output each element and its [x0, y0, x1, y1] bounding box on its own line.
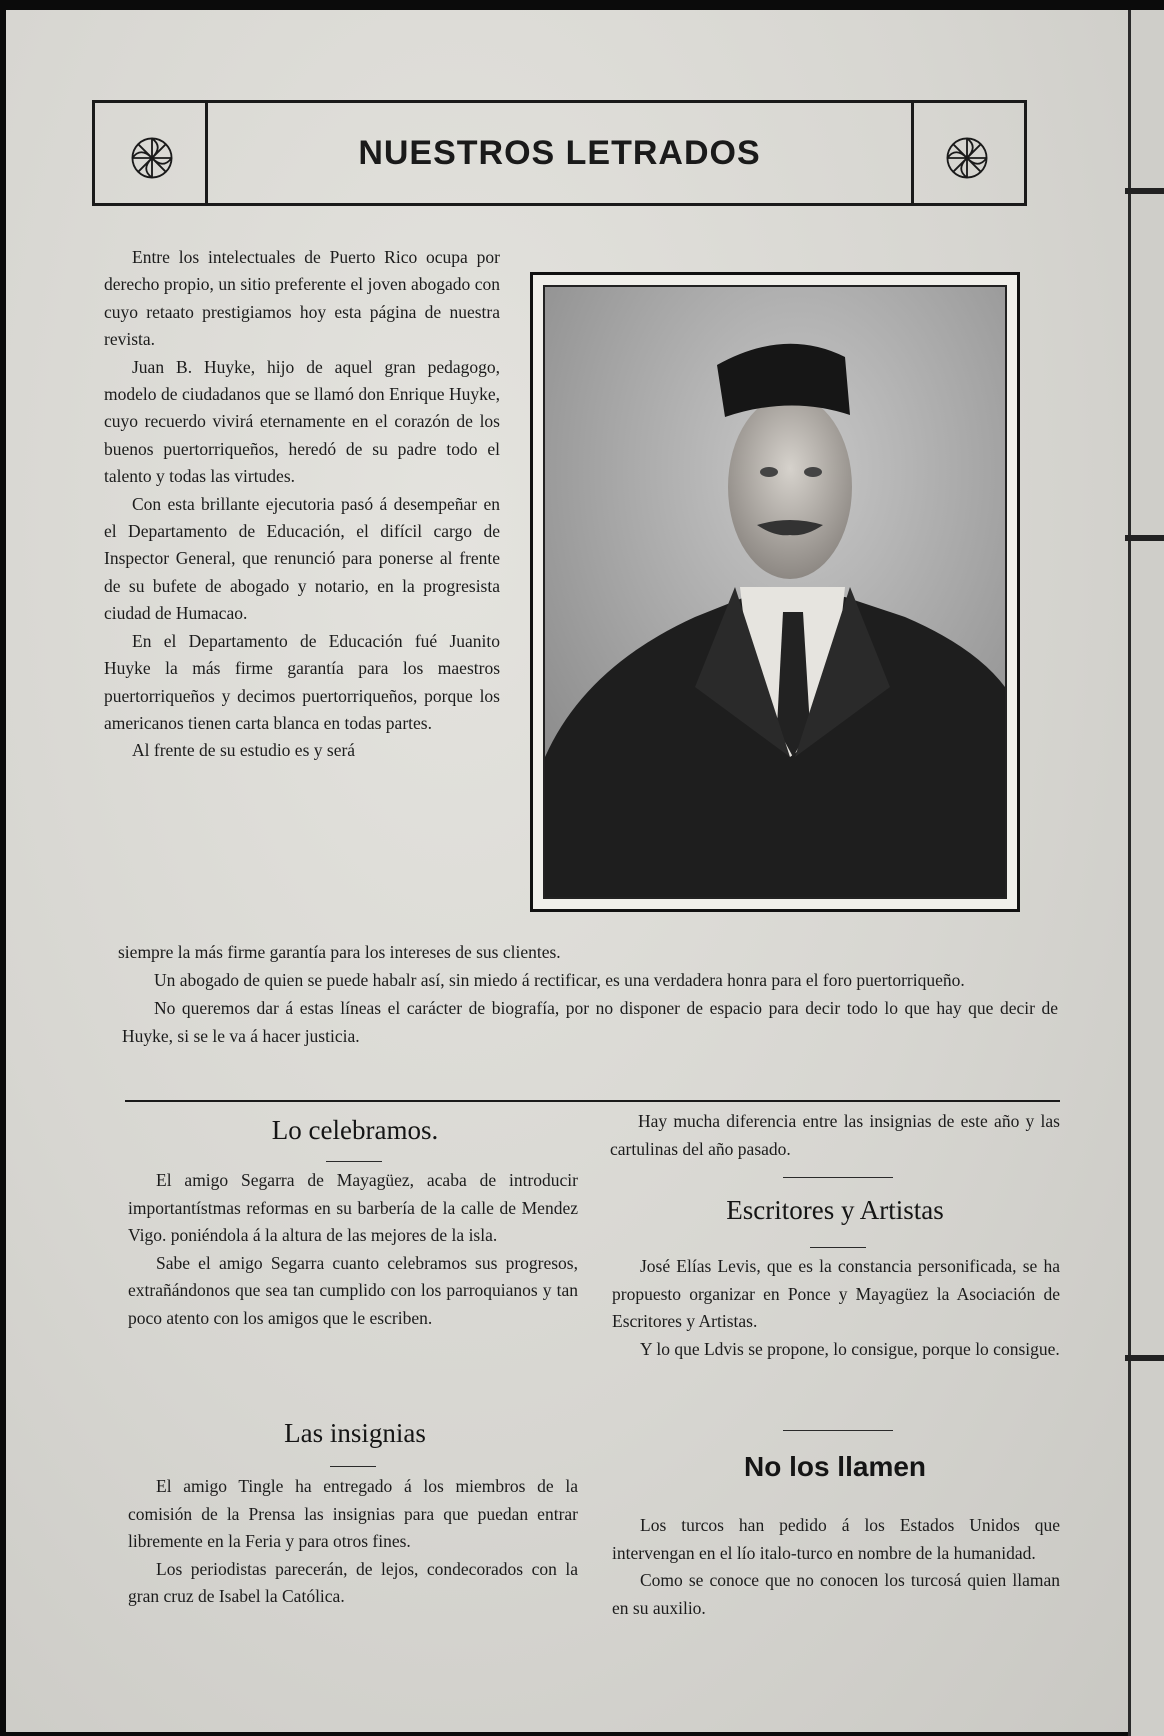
- page-title: NUESTROS LETRADOS: [358, 133, 761, 172]
- escritores-body: [612, 1253, 1060, 1363]
- paragraph: Los turcos han pedido á los Estados Unidos que intervengan en el lío italo-turco en nombre de la humanidad.: [612, 1515, 1060, 1563]
- paragraph: Un abogado de quien se puede habalr así, sin miedo á rectificar, es una verdadera honra para el foro puertorriqueño.: [154, 970, 965, 990]
- paragraph: No queremos dar á estas líneas el carácter de biografía, por no disponer de espacio para decir todo lo que hay que decir de Huyke, si se le va á hacer justicia.: [122, 998, 1058, 1046]
- lo-celebramos-body: [128, 1167, 578, 1332]
- main-article-intro: [104, 244, 500, 765]
- paragraph: siempre la más firme garantía para los intereses de sus clientes.: [118, 942, 561, 962]
- section-divider: [125, 1100, 1060, 1102]
- main-article-closing: [122, 966, 1058, 1050]
- portrait-photo: [530, 272, 1020, 912]
- paragraph: El amigo Segarra de Mayagüez, acaba de introducir importantístmas reformas en su barbería de la calle de Mendez Vigo. poniéndola á la altura de las mejores de la isla.: [128, 1170, 578, 1245]
- paragraph: Con esta brillante ejecutoria pasó á desempeñar en el Departamento de Educación, el difícil cargo de Inspector General, que renunció para ponerse al frente de su bufete de abogado y notario, en la progresista ciudad de Humacao.: [104, 493, 500, 624]
- paragraph: Hay mucha diferencia entre las insignias de este año y las cartulinas del año pasado.: [610, 1111, 1060, 1159]
- rosette-ornament-icon: [944, 135, 990, 181]
- section-title-lo-celebramos: Lo celebramos.: [271, 1115, 439, 1145]
- main-article-continuation: [118, 939, 1058, 966]
- paragraph: El amigo Tingle ha entregado á los miembros de la comisión de la Prensa las insignias para que puedan entrar libremente en la Feria y para otros fines.: [128, 1476, 578, 1551]
- section-separator: [783, 1177, 893, 1178]
- insignias-continuation: [610, 1108, 1060, 1163]
- section-separator: [783, 1430, 893, 1431]
- paragraph: Al frente de su estudio es y será: [132, 740, 356, 761]
- header-banner: [92, 100, 1027, 206]
- title-underline: [330, 1466, 376, 1467]
- paragraph: Sabe el amigo Segarra cuanto celebramos sus progresos, extrañándonos que sea tan cumplido con los parroquianos y tan poco atento con los amigos que le escriben.: [128, 1252, 578, 1328]
- section-title-las-insignias: Las insignias: [284, 1418, 426, 1448]
- section-title-escritores-y-artistas: Escritores y Artistas: [726, 1195, 944, 1225]
- las-insignias-body: [128, 1473, 578, 1611]
- no-los-llamen-body: [612, 1512, 1060, 1622]
- paragraph: Los periodistas parecerán, de lejos, condecorados con la gran cruz de Isabel la Católica.: [128, 1558, 578, 1606]
- paragraph: Como se conoce que no conocen los turcosá quien llaman en su auxilio.: [612, 1570, 1060, 1618]
- title-underline: [326, 1161, 382, 1162]
- paragraph: En el Departamento de Educación fué Juanito Huyke la más firme garantía para los maestros puertorriqueños y decimos puertorriqueños, porque los americanos tienen carta blanca en todas partes.: [104, 630, 500, 733]
- page-edge: [1128, 10, 1164, 1736]
- section-title-no-los-llamen: No los llamen: [743, 1451, 927, 1482]
- title-underline: [810, 1247, 866, 1248]
- rosette-ornament-icon: [129, 135, 175, 181]
- paragraph: Entre los intelectuales de Puerto Rico ocupa por derecho propio, un sitio preferente el joven abogado con cuyo retaato prestigiamos hoy esta página de nuestra revista.: [104, 247, 500, 350]
- paragraph: Juan B. Huyke, hijo de aquel gran pedagogo, modelo de ciudadanos que se llamó don Enrique Huyke, cuyo recuerdo vivirá eternamente en el corazón de los buenos puertorriqueños, heredó de su padre todo el talento y todas las virtudes.: [104, 356, 500, 487]
- portrait-image: [545, 287, 1005, 897]
- paragraph: José Elías Levis, que es la constancia personificada, se ha propuesto organizar en Ponce y Mayagüez la Asociación de Escritores y Artistas.: [612, 1256, 1060, 1331]
- paragraph: Y lo que Ldvis se propone, lo consigue, porque lo consigue.: [640, 1338, 1060, 1359]
